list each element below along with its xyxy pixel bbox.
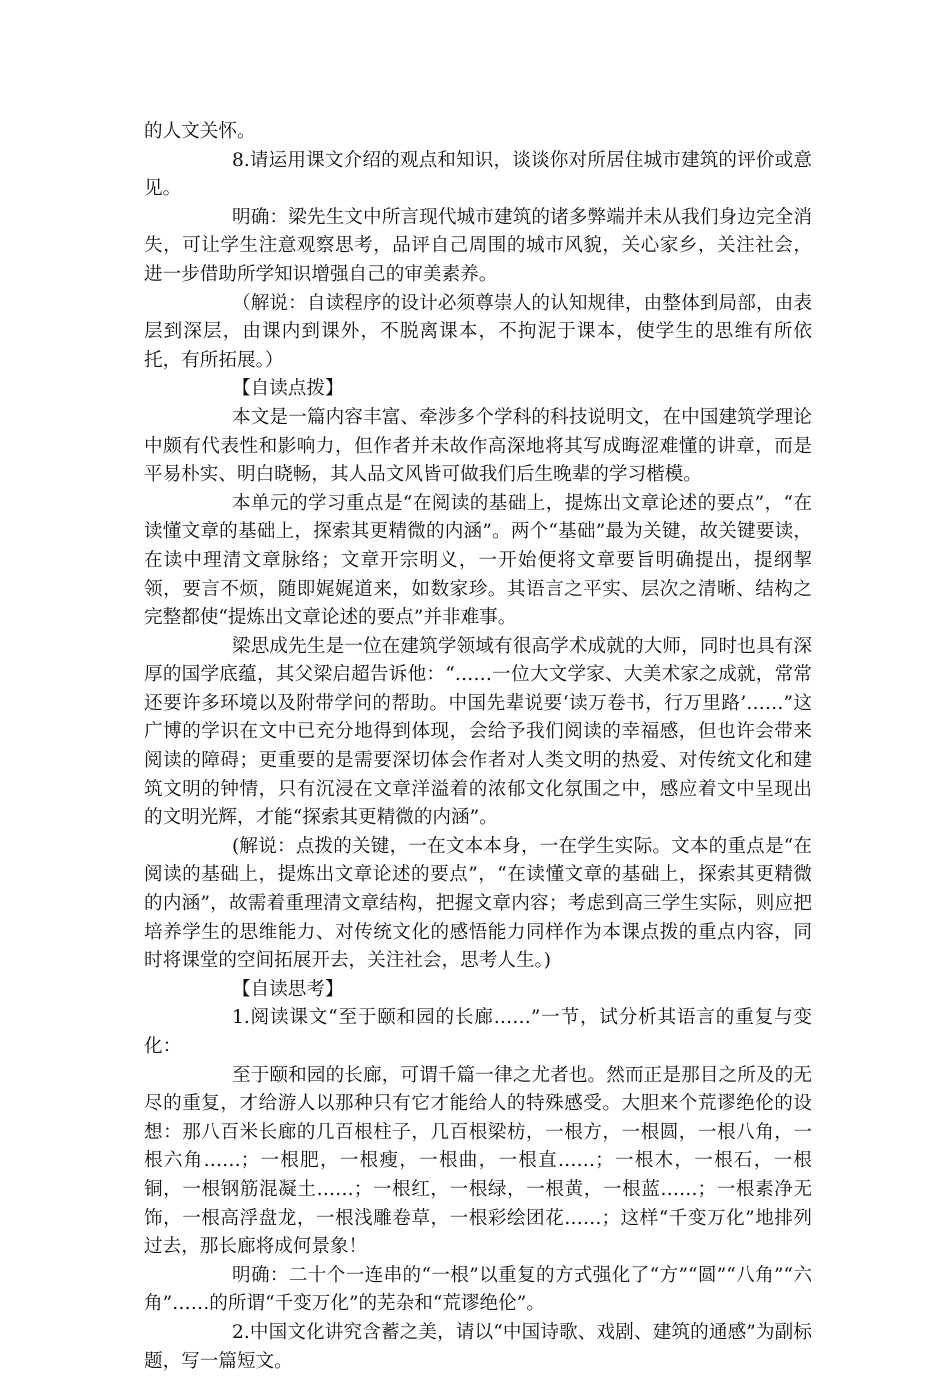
guidance-paragraph-1: 本文是一篇内容丰富、牵涉多个学科的科技说明文，在中国建筑学理论中颇有代表性和影响力，但作者并未故作高深地将其写成晦涩难懂的讲章，而是平易朴实、明白晓畅，其人品文风皆可做我们后生晚辈的学习楷模。 bbox=[144, 406, 812, 486]
section-heading-thinking: 【自读思考】 bbox=[232, 978, 344, 1000]
paragraph-continuation: 的人文关怀。 bbox=[144, 121, 256, 142]
thinking-question-2: 2.中国文化讲究含蓄之美，请以“中国诗歌、戏剧、建筑的通感”为副标题，写一篇短文。 bbox=[144, 1321, 812, 1372]
guidance-paragraph-2: 本单元的学习重点是“在阅读的基础上，提炼出文章论述的要点”，“在读懂文章的基础上，探索其更精微的内涵”。两个“基础”最为关键，故关键要读，在读中理清文章脉络；文章开宗明义，一开始便将文章要旨明确提出，提纲挈领，要言不烦，随即娓娓道来，如数家珍。其语言之平实、层次之清晰、结构之完整都使“提炼出文章论述的要点”并非难事。 bbox=[144, 492, 812, 629]
section-heading-guidance: 【自读点拨】 bbox=[232, 378, 344, 400]
explanation-paragraph: （解说：自读程序的设计必须尊崇人的认知规律，由整体到局部，由表层到深层，由课内到课外，不脱离课本，不拘泥于课本，使学生的思维有所依托，有所拓展。） bbox=[144, 292, 812, 371]
thinking-question-1: 1.阅读课文“至于颐和园的长廊……”一节，试分析其语言的重复与变化： bbox=[144, 1007, 812, 1057]
document-page bbox=[144, 118, 812, 1376]
answer-1: 明确：二十个一连串的“一根”以重复的方式强化了“方”“圆”“八角”“六角”……的所谓“千变万化”的芜杂和“荒谬绝伦”。 bbox=[144, 1264, 812, 1315]
question-8: 8.请运用课文介绍的观点和知识，谈谈你对所居住城市建筑的评价或意见。 bbox=[144, 149, 812, 200]
guidance-explanation: (解说：点拨的关键，一在文本本身，一在学生实际。文本的重点是“在阅读的基础上，提炼出文章论述的要点”，“在读懂文章的基础上，探索其更精微的内涵”，故需着重理清文章结构，把握文章内容；考虑到高三学生实际，则应把培养学生的思维能力、对传统文化的感悟能力同样作为本课点拨的重点内容，同时将课堂的空间拓展开去，关注社会，思考人生。) bbox=[144, 835, 812, 972]
answer-8: 明确：梁先生文中所言现代城市建筑的诸多弊端并未从我们身边完全消失，可让学生注意观察思考，品评自己周围的城市风貌，关心家乡，关注社会，进一步借助所学知识增强自己的审美素养。 bbox=[144, 206, 812, 285]
quoted-passage: 至于颐和园的长廊，可谓千篇一律之尤者也。然而正是那目之所及的无尽的重复，才给游人以那种只有它才能给人的特殊感受。大胆来个荒谬绝伦的设想：那八百米长廊的几百根柱子，几百根梁枋，一根方，一根圆，一根八角，一根六角……；一根肥，一根瘦，一根曲，一根直……；一根木，一根石，一根铜，一根钢筋混凝土……；一根红，一根绿，一根黄，一根蓝……；一根素净无饰，一根高浮盘龙，一根浅雕卷草，一根彩绘团花……；这样“千变万化”地排列过去，那长廊将成何景象！ bbox=[144, 1064, 812, 1258]
guidance-paragraph-3: 梁思成先生是一位在建筑学领域有很高学术成就的大师，同时也具有深厚的国学底蕴，其父梁启超告诉他：“……一位大文学家、大美术家之成就，常常还要许多环境以及附带学问的帮助。中国先辈说要‘读万卷书，行万里路’……”这广博的学识在文中已充分地得到体现，会给予我们阅读的幸福感，但也许会带来阅读的障碍；更重要的是需要深切体会作者对人类文明的热爱、对传统文化和建筑文明的钟情，只有沉浸在文章洋溢着的浓郁文化氛围之中，感应着文中呈现出的文明光辉，才能“探索其更精微的内涵”。 bbox=[144, 635, 812, 829]
